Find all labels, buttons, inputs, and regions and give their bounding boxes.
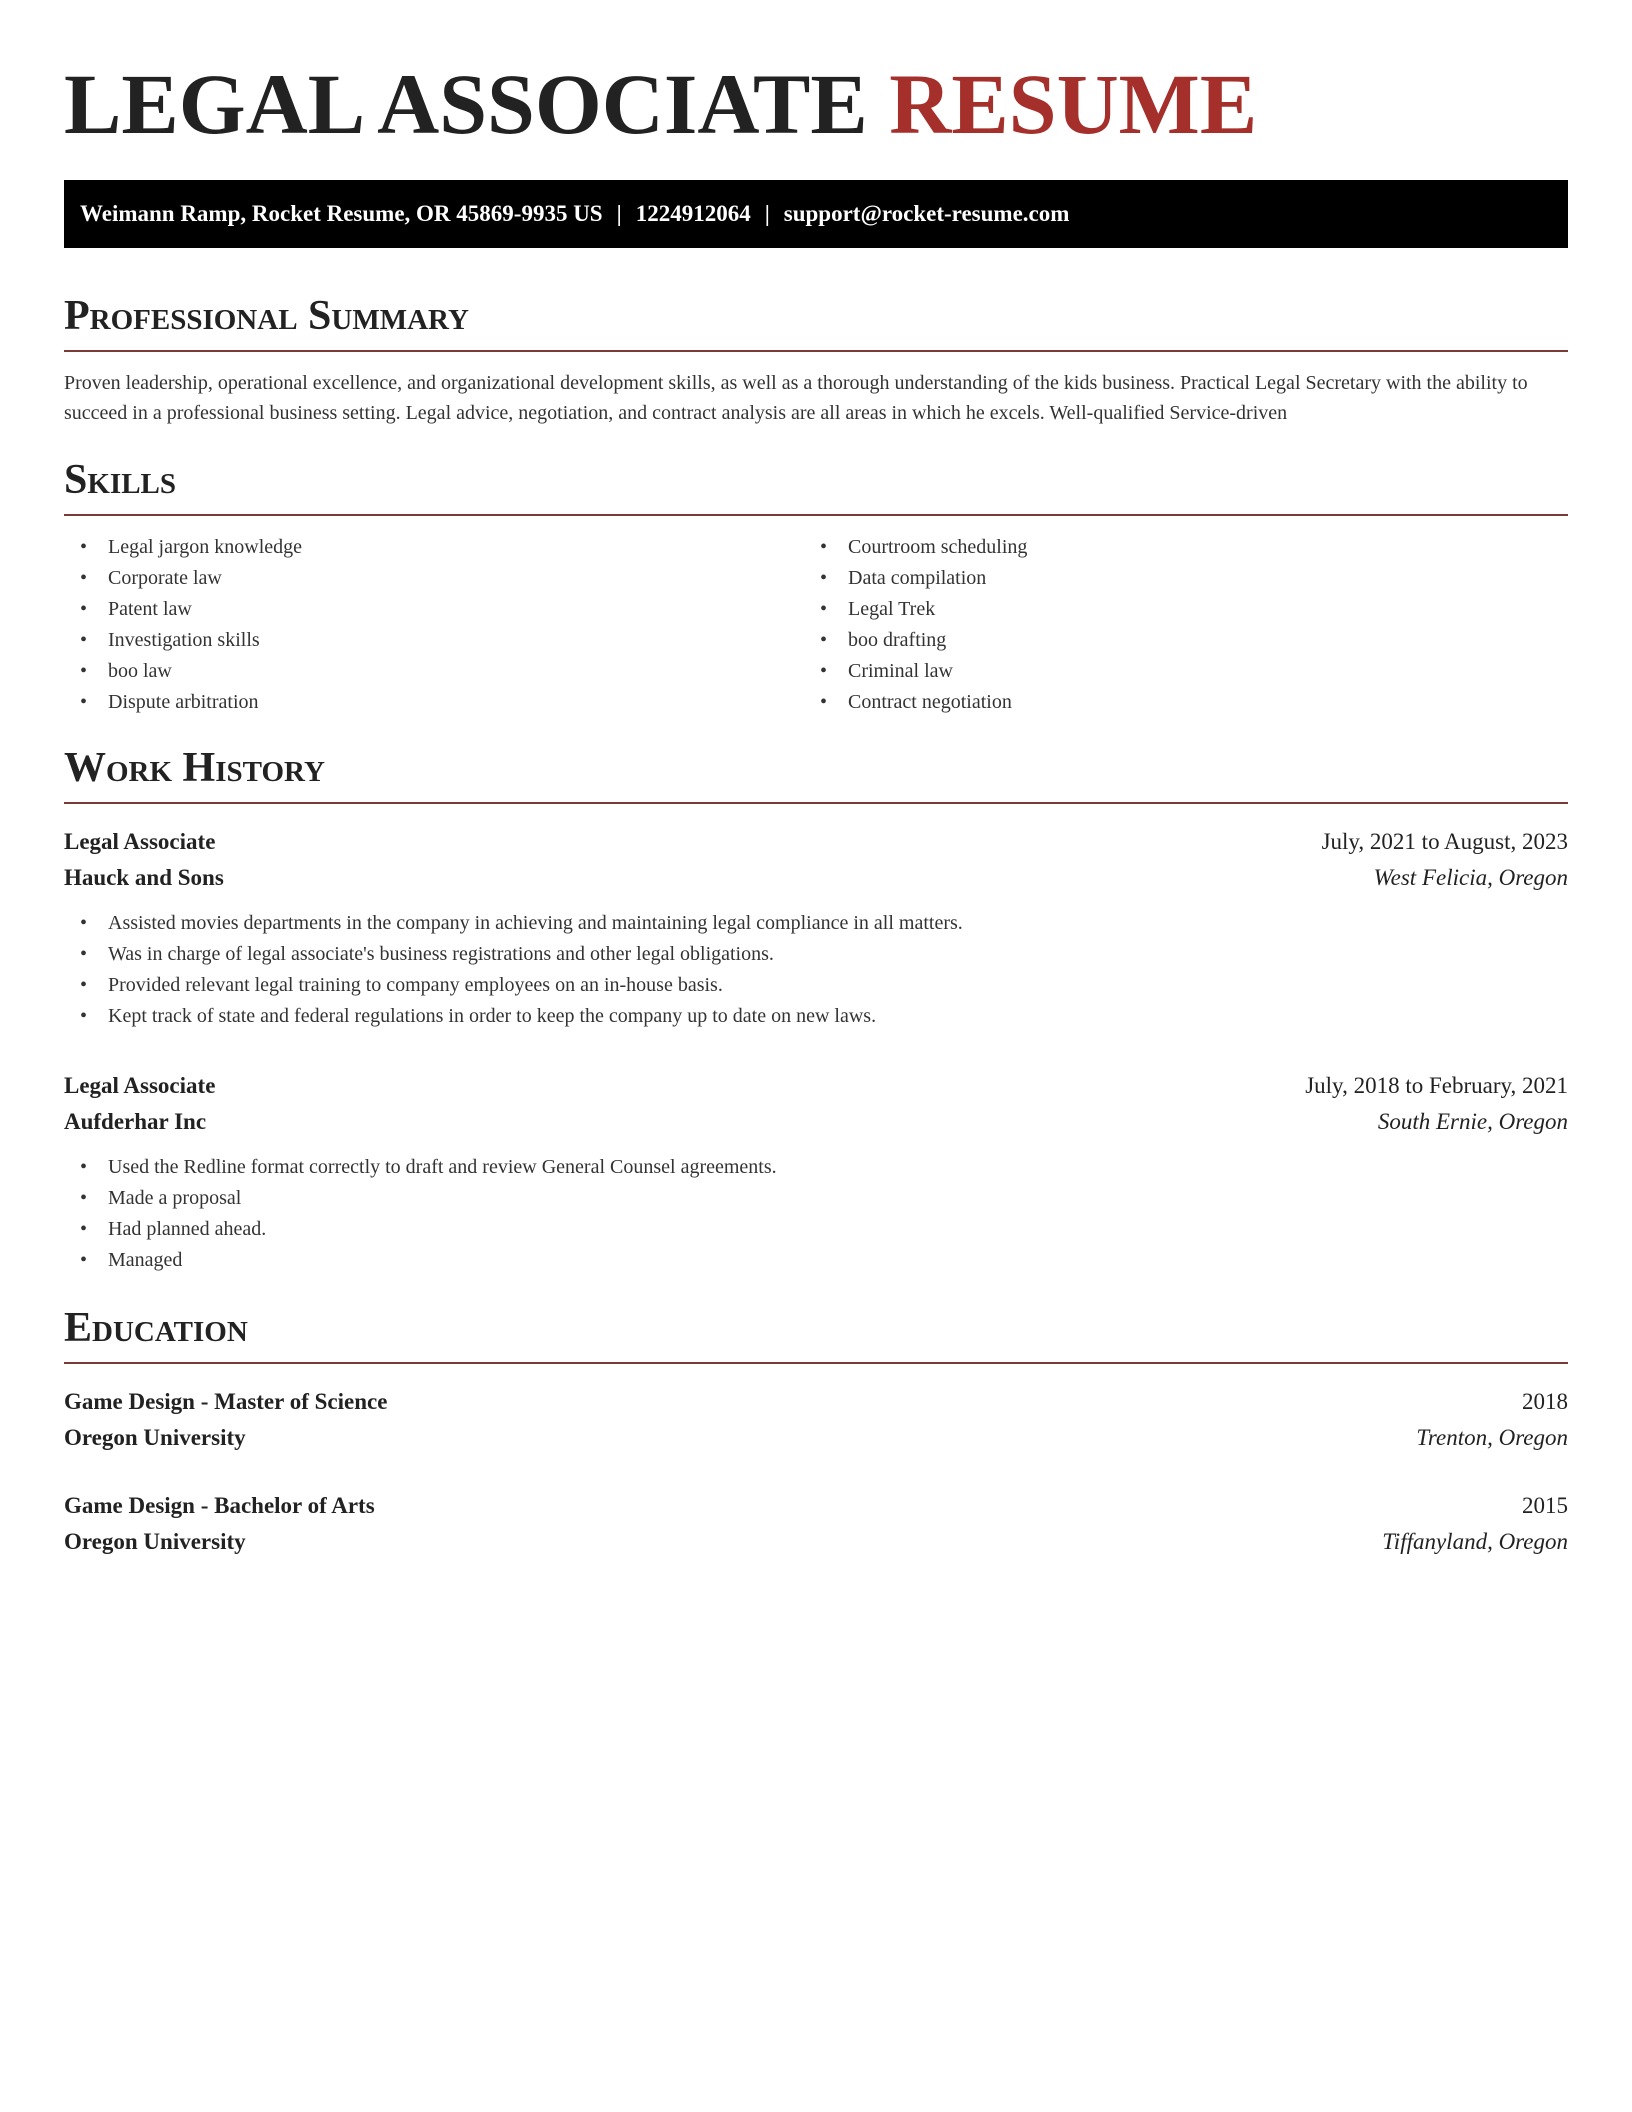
section-divider xyxy=(64,350,1568,352)
education-degree-row xyxy=(64,1384,1568,1420)
skill-item: • boo drafting xyxy=(804,625,1544,656)
summary-text: Proven leadership, operational excellence, and organizational development skills, as well as a thorough understanding of the kids business. Practical Legal Secretary with the ability to succeed in a professional business setting. Legal advice, negotiation, and contract analysis are all areas in which he excels. Well-qualified Service-driven xyxy=(64,372,1528,424)
skill-item: • boo law xyxy=(64,656,804,687)
skill-item: • Criminal law xyxy=(804,656,1544,687)
skills-list xyxy=(64,532,1568,718)
skill-item: • Dispute arbitration xyxy=(64,687,804,718)
job-dates: July, 2021 to August, 2023 xyxy=(1321,829,1568,854)
skill-item: • Legal jargon knowledge xyxy=(64,532,804,563)
education-year: 2018 xyxy=(1522,1389,1568,1414)
contact-separator: | xyxy=(616,201,622,226)
job-company-row xyxy=(64,860,1568,896)
job-title: Legal Associate xyxy=(64,1073,216,1098)
job-bullet: • Was in charge of legal associate's business registrations and other legal obligations. xyxy=(64,939,1568,970)
job-company: Hauck and Sons xyxy=(64,865,224,890)
skills-column-left xyxy=(64,532,804,718)
skill-item: • Patent law xyxy=(64,594,804,625)
education-degree-row xyxy=(64,1488,1568,1524)
job-bullets xyxy=(64,1152,1568,1276)
education-location: Trenton, Oregon xyxy=(1416,1425,1568,1450)
job-bullet: • Assisted movies departments in the company in achieving and maintaining legal compliance in all matters. xyxy=(64,908,1568,939)
skills-heading: Skills xyxy=(64,457,177,503)
resume-page xyxy=(64,0,1568,1560)
resume-title xyxy=(64,56,1568,152)
education-school-row xyxy=(64,1524,1568,1560)
title-main: LEGAL ASSOCIATE xyxy=(64,56,868,152)
education-heading: Education xyxy=(64,1305,248,1351)
contact-phone: 1224912064 xyxy=(635,201,751,226)
job-bullet: • Kept track of state and federal regulations in order to keep the company up to date on new laws. xyxy=(64,1001,1568,1032)
education-school: Oregon University xyxy=(64,1529,246,1554)
job-header-row xyxy=(64,1068,1568,1104)
skill-item: • Data compilation xyxy=(804,563,1544,594)
job-entry xyxy=(64,824,1568,1032)
skill-item: • Corporate law xyxy=(64,563,804,594)
job-bullets xyxy=(64,908,1568,1032)
summary-heading: Professional Summary xyxy=(64,293,469,339)
skill-item: • Courtroom scheduling xyxy=(804,532,1544,563)
contact-email[interactable]: support@rocket-resume.com xyxy=(783,201,1070,226)
job-bullet: • Managed xyxy=(64,1245,1568,1276)
education-school-row xyxy=(64,1420,1568,1456)
job-location: West Felicia, Oregon xyxy=(1373,865,1568,890)
contact-address: Weimann Ramp, Rocket Resume, OR 45869-9935 US xyxy=(80,201,603,226)
contact-separator: | xyxy=(764,201,770,226)
education-year: 2015 xyxy=(1522,1493,1568,1518)
job-dates: July, 2018 to February, 2021 xyxy=(1305,1073,1568,1098)
skill-item: • Investigation skills xyxy=(64,625,804,656)
skill-item: • Legal Trek xyxy=(804,594,1544,625)
skill-item: • Contract negotiation xyxy=(804,687,1544,718)
job-company-row xyxy=(64,1104,1568,1140)
job-bullet: • Had planned ahead. xyxy=(64,1214,1568,1245)
job-company: Aufderhar Inc xyxy=(64,1109,207,1134)
education-location: Tiffanyland, Oregon xyxy=(1382,1529,1568,1554)
education-degree: Game Design - Bachelor of Arts xyxy=(64,1493,375,1518)
section-divider xyxy=(64,514,1568,516)
job-bullet: • Provided relevant legal training to company employees on an in-house basis. xyxy=(64,970,1568,1001)
job-header-row xyxy=(64,824,1568,860)
contact-bar xyxy=(64,180,1568,248)
skills-column-right xyxy=(804,532,1544,718)
education-entry xyxy=(64,1488,1568,1560)
job-entry xyxy=(64,1068,1568,1276)
job-bullet: • Made a proposal xyxy=(64,1183,1568,1214)
job-bullet: • Used the Redline format correctly to draft and review General Counsel agreements. xyxy=(64,1152,1568,1183)
education-entry xyxy=(64,1384,1568,1456)
job-title: Legal Associate xyxy=(64,829,216,854)
work-history-heading: Work History xyxy=(64,745,325,791)
job-location: South Ernie, Oregon xyxy=(1377,1109,1568,1134)
title-accent: RESUME xyxy=(889,56,1258,152)
section-divider xyxy=(64,802,1568,804)
education-degree: Game Design - Master of Science xyxy=(64,1389,388,1414)
section-divider xyxy=(64,1362,1568,1364)
education-school: Oregon University xyxy=(64,1425,246,1450)
